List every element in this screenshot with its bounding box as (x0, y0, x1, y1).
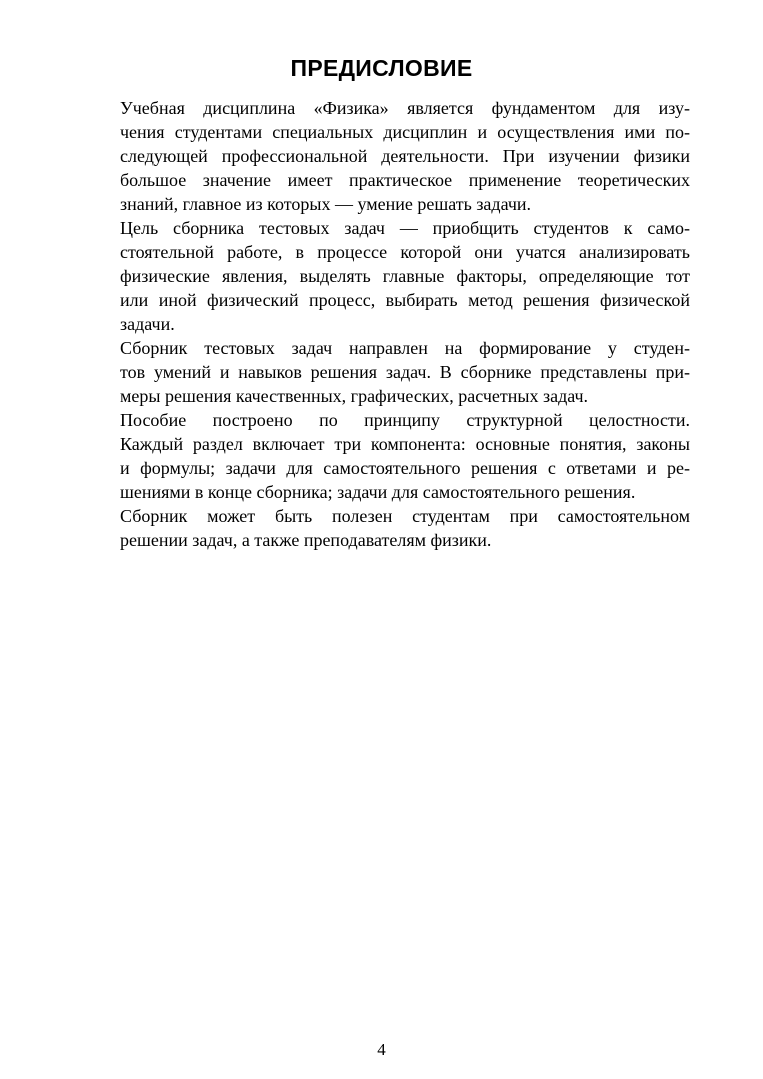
text-line: шениями в конце сборника; задачи для самостоятельного решения. (120, 482, 636, 502)
text-line: Цель сборника тестовых задач — приобщить студентов к само- (120, 218, 690, 238)
text-line: меры решения качественных, графических, расчетных задач. (120, 386, 589, 406)
paragraph-4 (73, 408, 690, 504)
page-title: ПРЕДИСЛОВИЕ (290, 55, 473, 81)
text-line: физические явления, выделять главные факторы, определяющие тот (120, 266, 690, 286)
paragraph-5 (73, 504, 690, 552)
paragraph-1 (73, 96, 690, 216)
text-line: задачи. (120, 314, 175, 334)
text-line: Учебная дисциплина «Физика» является фундаментом для изу- (120, 98, 690, 118)
text-line: Каждый раздел включает три компонента: основные понятия, законы (120, 434, 690, 454)
text-line: Пособие построено по принципу структурной целостности. (120, 410, 690, 430)
text-line: большое значение имеет практическое применение теоретических (120, 170, 690, 190)
text-line: следующей профессиональной деятельности. При изучении физики (120, 146, 690, 166)
text-line: или иной физический процесс, выбирать метод решения физической (120, 290, 690, 310)
page-number: 4 (377, 1040, 386, 1059)
text-line: решении задач, а также преподавателям физики. (120, 530, 492, 550)
text-line: и формулы; задачи для самостоятельного решения с ответами и ре- (120, 458, 690, 478)
text-line: знаний, главное из которых — умение решать задачи. (120, 194, 532, 214)
text-line: чения студентами специальных дисциплин и осуществления ими по- (120, 122, 690, 142)
text-line: тов умений и навыков решения задач. В сборнике представлены при- (120, 362, 690, 382)
text-line: стоятельной работе, в процессе которой они учатся анализировать (120, 242, 690, 262)
paragraph-2 (73, 216, 690, 336)
text-line: Сборник может быть полезен студентам при самостоятельном (120, 506, 690, 526)
text-line: Сборник тестовых задач направлен на формирование у студен- (120, 338, 690, 358)
preface-body (73, 96, 690, 552)
paragraph-3 (73, 336, 690, 408)
